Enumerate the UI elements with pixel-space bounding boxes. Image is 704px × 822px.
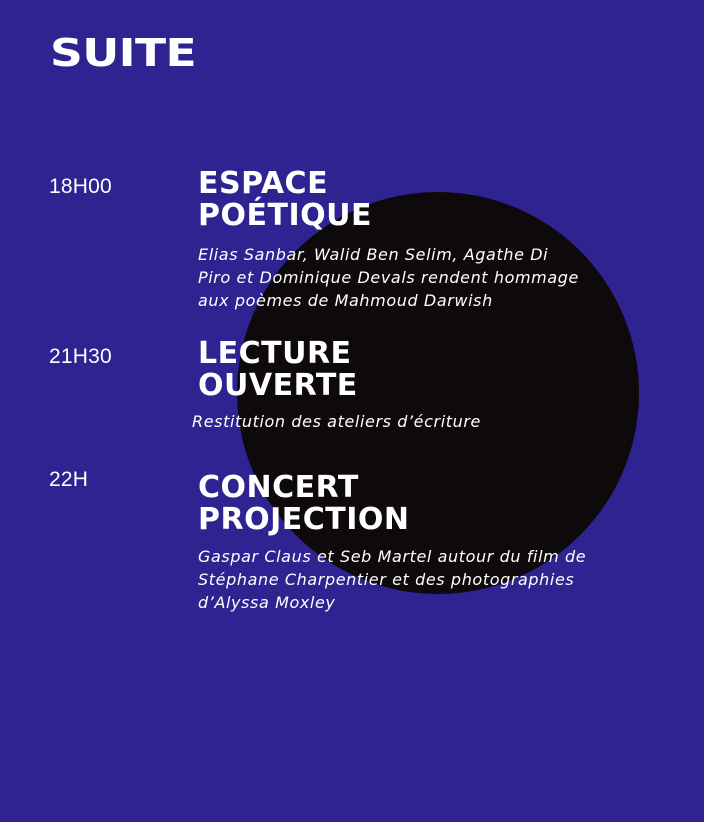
event-title [198,168,638,232]
event-time: 21H30 [49,345,112,368]
event-title-line: ESPACE [198,166,329,201]
page-title: SUITE [50,31,197,75]
event-title-line: PROJECTION [198,502,410,537]
event-description-line: Restitution des ateliers d’écriture [192,412,481,431]
event-description [192,410,662,433]
event-description [198,243,668,312]
event-description-line: Piro et Dominique Devals rendent hommage [198,268,579,287]
event-title-line: CONCERT [198,470,359,505]
event-time: 22H [49,468,89,491]
event-title [198,472,638,536]
event-description-line: d’Alyssa Moxley [198,593,336,612]
event-description-line: Elias Sanbar, Walid Ben Selim, Agathe Di [198,245,549,264]
event-description-line: Stéphane Charpentier et des photographies [198,570,575,589]
event-description-line: aux poèmes de Mahmoud Darwish [198,291,493,310]
event-time: 18H00 [49,175,112,198]
event-description-line: Gaspar Claus et Seb Martel autour du film de [198,547,587,566]
event-title-line: POÉTIQUE [198,198,372,233]
event-title-line: LECTURE [198,336,352,371]
event-title-line: OUVERTE [198,368,358,403]
event-title [198,338,638,402]
event-description [198,545,668,614]
